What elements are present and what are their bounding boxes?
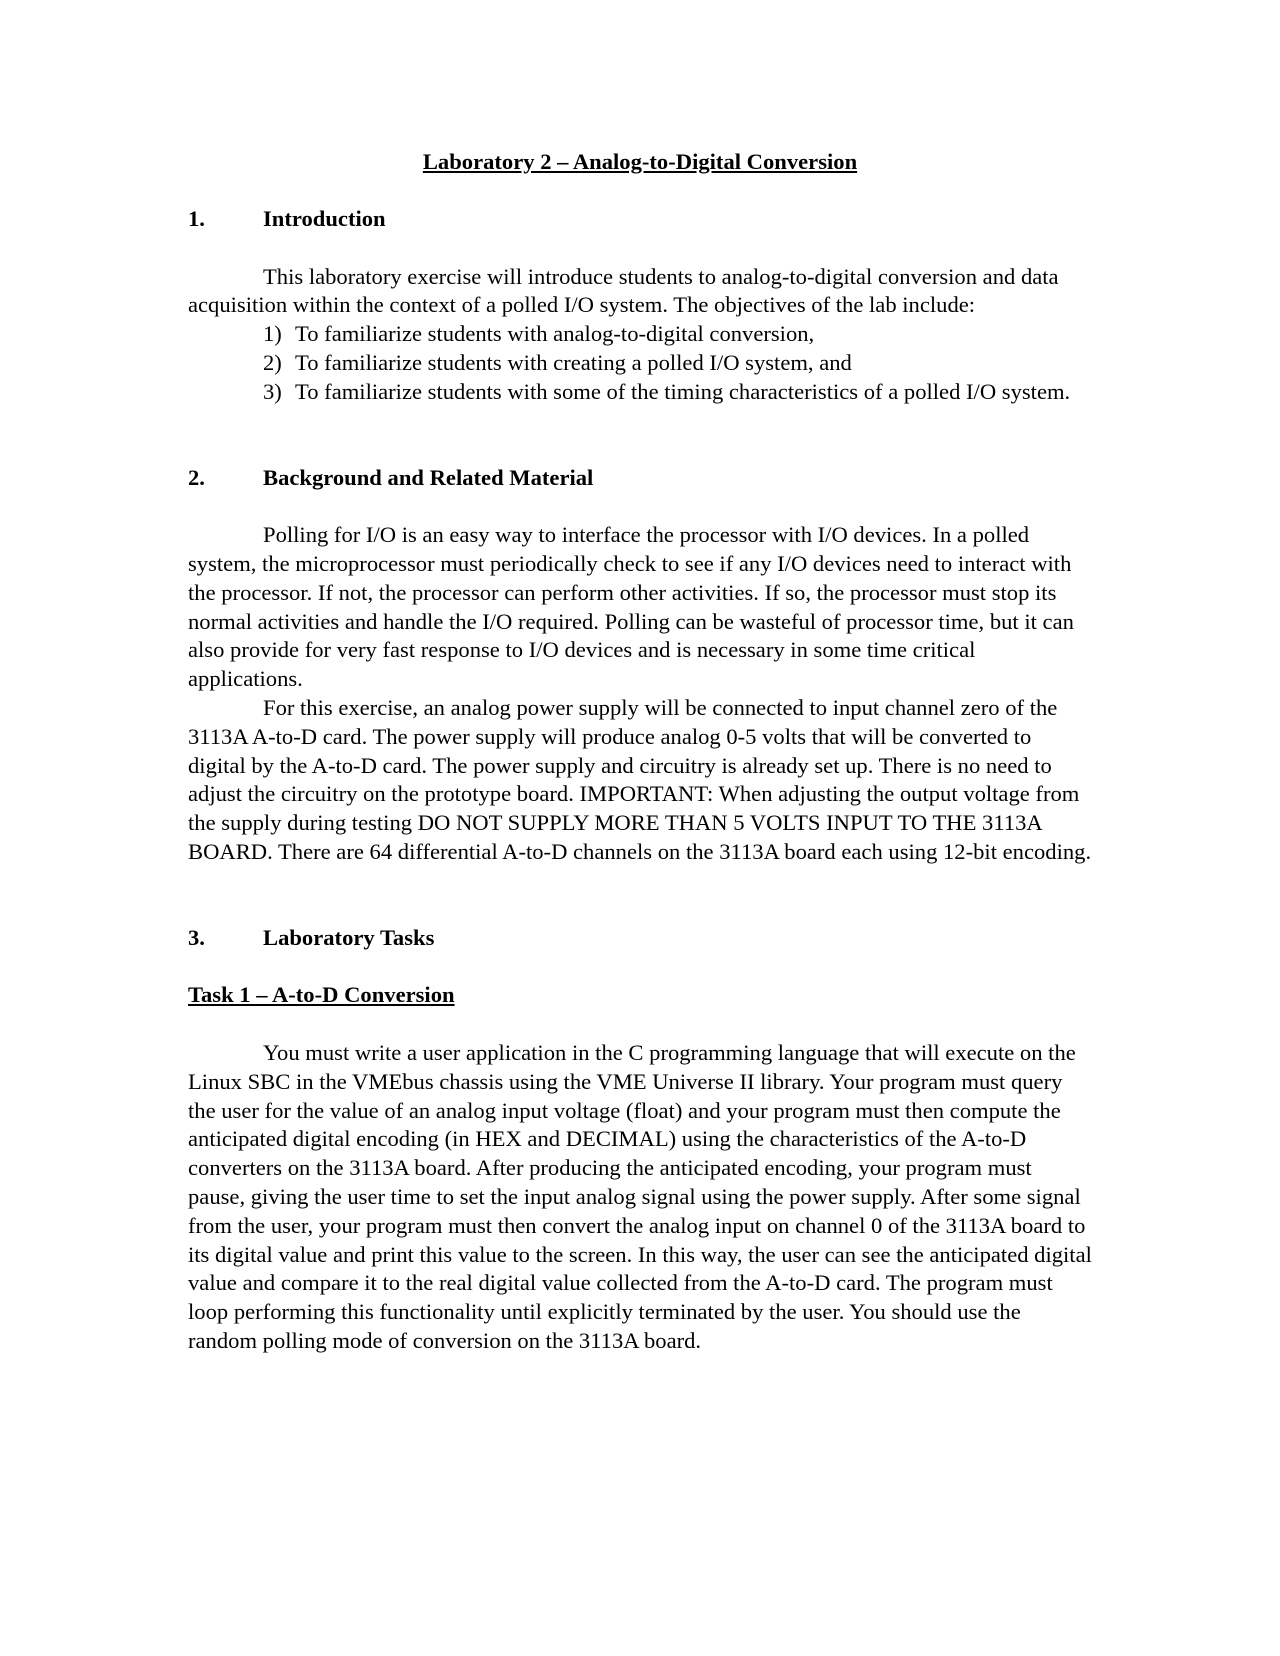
background-paragraph-1: Polling for I/O is an easy way to interface the processor with I/O devices. In a polled system, the microprocessor must periodically check to see if any I/O devices need to interact with the processor. If not, the processor can perform other activities. If so, the processor must stop its normal activities and handle the I/O required. Polling can be wasteful of processor time, but it can also provide for very fast response to I/O devices and is necessary in some time critical applications. <box>188 522 1074 692</box>
objective-item <box>263 320 1092 349</box>
section-3-title: Laboratory Tasks <box>263 924 435 950</box>
section-3-heading <box>188 924 1092 953</box>
background-paragraph-2: For this exercise, an analog power supply will be connected to input channel zero of the 3113A A-to-D card. The power supply will produce analog 0-5 volts that will be converted to digital by the A-to-D card. The power supply and circuitry is already set up. There is no need to adjust the circuitry on the prototype board. IMPORTANT: When adjusting the output voltage from the supply during testing DO NOT SUPPLY MORE THAN 5 VOLTS INPUT TO THE 3113A BOARD. There are 64 differential A-to-D channels on the 3113A board each using 12-bit encoding. <box>188 694 1092 864</box>
section-2-heading <box>188 464 1092 493</box>
objective-marker: 2) <box>263 349 282 375</box>
objective-text: To familiarize students with analog-to-digital conversion, <box>295 321 815 347</box>
objective-item <box>263 349 1092 378</box>
section-2-title: Background and Related Material <box>263 464 594 490</box>
objective-marker: 1) <box>263 321 282 347</box>
section-1-number: 1. <box>188 205 205 231</box>
section-2-number: 2. <box>188 464 205 490</box>
introduction-paragraph: This laboratory exercise will introduce students to analog-to-digital conversion and data acquisition within the context of a polled I/O system. The objectives of the lab include: <box>188 263 1059 318</box>
section-1-heading <box>188 205 1092 234</box>
section-1-title: Introduction <box>263 205 386 231</box>
objective-marker: 3) <box>263 378 282 404</box>
section-3-number: 3. <box>188 924 205 950</box>
objective-text: To familiarize students with some of the timing characteristics of a polled I/O system. <box>295 378 1071 404</box>
objectives-list <box>188 320 1092 406</box>
task-1-title: Task 1 – A-to-D Conversion <box>188 982 455 1008</box>
objective-text: To familiarize students with creating a polled I/O system, and <box>295 349 852 375</box>
task-1-paragraph: You must write a user application in the C programming language that will execute on the Linux SBC in the VMEbus chassis using the VME Universe II library. Your program must query the user for the value of an analog input voltage (float) and your program must then compute the anticipated digital encoding (in HEX and DECIMAL) using the characteristics of the A-to-D converters on the 3113A board. After producing the anticipated encoding, your program must pause, giving the user time to set the input analog signal using the power supply. After some signal from the user, your program must then convert the analog input on channel 0 of the 3113A board to its digital value and print this value to the screen. In this way, the user can see the anticipated digital value and compare it to the real digital value collected from the A-to-D card. The program must loop performing this functionality until explicitly terminated by the user. You should use the random polling mode of conversion on the 3113A board. <box>188 1039 1092 1353</box>
document-title: Laboratory 2 – Analog-to-Digital Conversion <box>422 149 858 174</box>
objective-item <box>263 378 1092 407</box>
document-page <box>188 148 1092 1356</box>
